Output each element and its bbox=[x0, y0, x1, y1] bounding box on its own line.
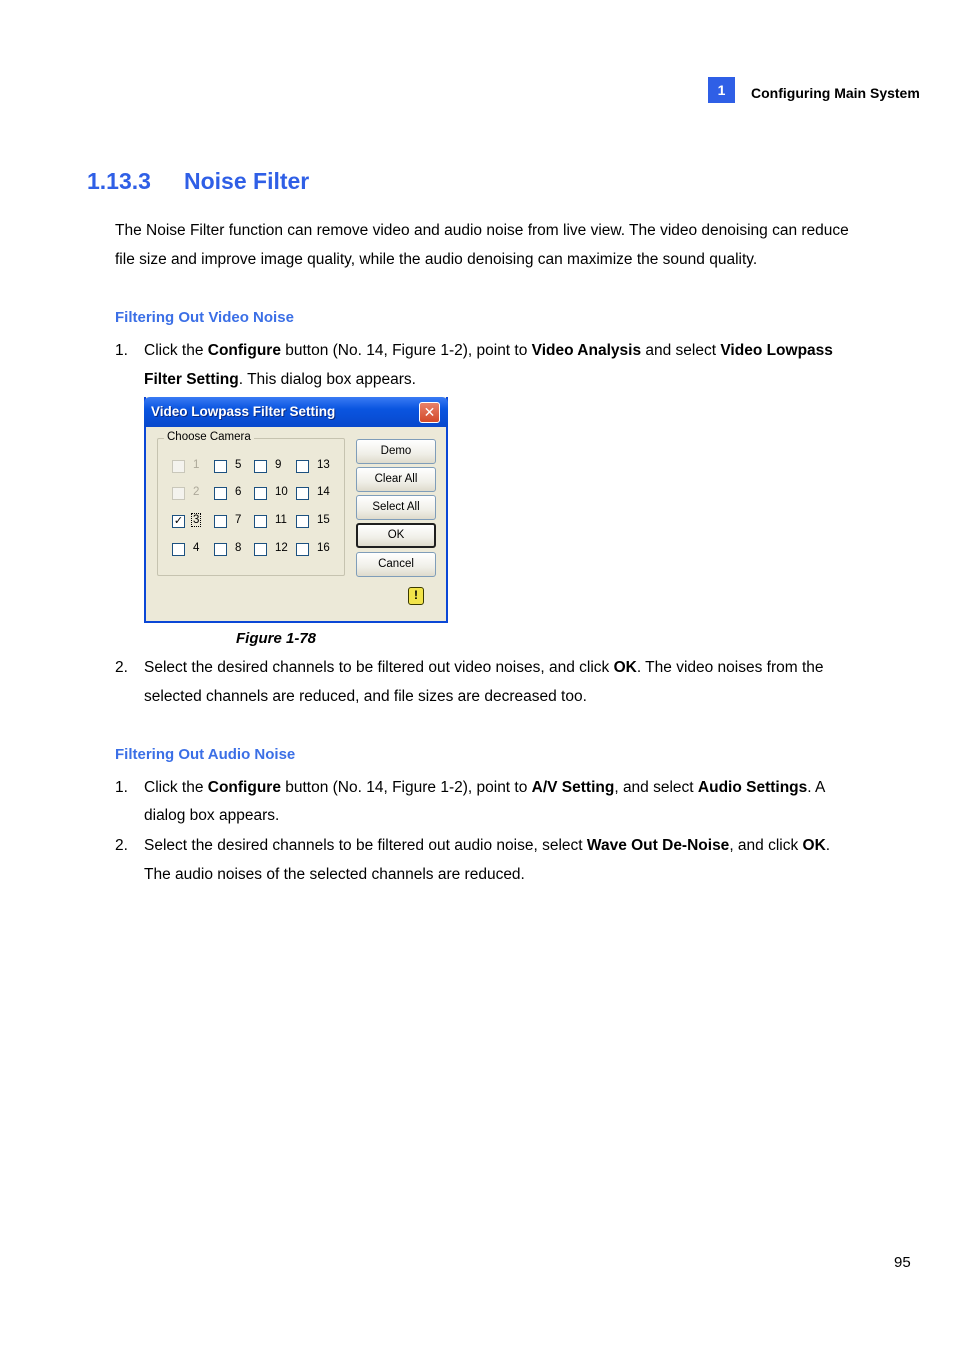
clear-all-button[interactable]: Clear All bbox=[356, 467, 436, 492]
checkbox-box[interactable] bbox=[214, 543, 227, 556]
dialog-titlebar[interactable] bbox=[144, 397, 448, 427]
camera-label: 15 bbox=[317, 514, 330, 526]
close-icon[interactable]: ✕ bbox=[419, 402, 440, 423]
configure-term: Configure bbox=[207, 342, 281, 359]
step-number: 2. bbox=[115, 837, 128, 854]
text-run: button (No. 14, Figure 1-2), point to bbox=[280, 779, 532, 796]
text-run: and select bbox=[641, 342, 721, 359]
checkbox-box[interactable] bbox=[296, 487, 309, 500]
text-run: . The video noises from the selected channels are reduced, and file sizes are decreased too. bbox=[144, 659, 824, 705]
group-label: Choose Camera bbox=[164, 431, 254, 443]
video-lowpass-dialog bbox=[144, 397, 448, 623]
checkbox-box bbox=[172, 460, 185, 473]
checkbox-box[interactable] bbox=[254, 515, 267, 528]
audio-settings-term: Audio Settings bbox=[697, 779, 808, 796]
checkbox-box[interactable] bbox=[296, 543, 309, 556]
camera-label: 16 bbox=[317, 542, 330, 554]
camera-label: 6 bbox=[235, 486, 242, 498]
select-all-button[interactable]: Select All bbox=[356, 495, 436, 520]
camera-label: 5 bbox=[235, 459, 242, 471]
wave-out-denoise-term: Wave Out De-Noise bbox=[586, 837, 730, 854]
section-number: 1.13.3 bbox=[87, 168, 151, 194]
video-step-2 bbox=[115, 653, 855, 711]
ok-term: OK bbox=[802, 837, 826, 854]
camera-label: 8 bbox=[235, 542, 242, 554]
audio-noise-heading: Filtering Out Audio Noise bbox=[115, 746, 296, 763]
text-run: , and select bbox=[614, 779, 698, 796]
chapter-number-badge: 1 bbox=[708, 77, 735, 103]
chapter-title: Configuring Main System bbox=[751, 85, 920, 101]
intro-paragraph: The Noise Filter function can remove video and audio noise from live view. The video denoising can reduce file size and improve image quality, while the audio denoising can maximize the sound quality. bbox=[115, 222, 849, 268]
figure-caption: Figure 1-78 bbox=[236, 630, 317, 647]
camera-label: 7 bbox=[235, 514, 242, 526]
camera-label: 11 bbox=[275, 514, 287, 526]
text-run: Click the bbox=[144, 779, 208, 796]
text-run: . A dialog box appears. bbox=[144, 779, 825, 824]
checkbox-box[interactable] bbox=[296, 515, 309, 528]
checkbox-box[interactable] bbox=[214, 515, 227, 528]
configure-term: Configure bbox=[207, 779, 281, 796]
checkbox-box[interactable] bbox=[254, 460, 267, 473]
ok-term: OK bbox=[613, 659, 637, 676]
step-number: 1. bbox=[115, 342, 128, 359]
video-analysis-term: Video Analysis bbox=[531, 342, 642, 359]
av-setting-term: A/V Setting bbox=[531, 779, 615, 796]
checkbox-box[interactable] bbox=[254, 487, 267, 500]
cancel-button[interactable]: Cancel bbox=[356, 552, 436, 577]
text-run: Click the bbox=[144, 342, 208, 359]
camera-label: 2 bbox=[193, 486, 200, 498]
demo-button[interactable]: Demo bbox=[356, 439, 436, 464]
page-number: 95 bbox=[894, 1254, 911, 1271]
camera-label: 14 bbox=[317, 486, 330, 498]
step-number: 1. bbox=[115, 779, 128, 796]
text-run: Select the desired channels to be filtered out video noises, and click bbox=[144, 659, 614, 676]
step-text bbox=[144, 774, 855, 830]
text-run: . The audio noises of the selected channels are reduced. bbox=[144, 837, 831, 883]
video-noise-heading: Filtering Out Video Noise bbox=[115, 309, 294, 326]
dialog-title: Video Lowpass Filter Setting bbox=[151, 404, 336, 419]
video-lowpass-term: Video Lowpass Filter Setting bbox=[144, 342, 833, 388]
audio-step-2 bbox=[115, 831, 855, 889]
text-run: button (No. 14, Figure 1-2), point to bbox=[280, 342, 532, 359]
camera-label: 3 bbox=[193, 514, 200, 526]
checkbox-box[interactable] bbox=[214, 487, 227, 500]
checkbox-box[interactable] bbox=[172, 543, 185, 556]
checkbox-box[interactable] bbox=[214, 460, 227, 473]
audio-step-1 bbox=[115, 774, 855, 830]
warning-icon[interactable]: ! bbox=[408, 587, 424, 605]
camera-label: 4 bbox=[193, 542, 200, 554]
checkbox-box bbox=[172, 487, 185, 500]
section-title-text: Noise Filter bbox=[184, 168, 310, 194]
camera-label: 9 bbox=[275, 459, 282, 471]
step-text bbox=[144, 336, 855, 394]
checkbox-box[interactable] bbox=[296, 460, 309, 473]
choose-camera-group bbox=[157, 431, 345, 576]
step-text bbox=[144, 653, 855, 711]
video-step-1 bbox=[115, 336, 855, 394]
checkbox-box[interactable]: ✓ bbox=[173, 515, 184, 527]
step-number: 2. bbox=[115, 659, 128, 676]
text-run: , and click bbox=[729, 837, 803, 854]
camera-label: 1 bbox=[193, 459, 200, 471]
step-text bbox=[144, 831, 855, 889]
ok-button[interactable]: OK bbox=[356, 523, 436, 548]
text-run: Select the desired channels to be filtered out audio noise, select bbox=[144, 837, 587, 854]
camera-label: 13 bbox=[317, 459, 330, 471]
text-run: . This dialog box appears. bbox=[238, 371, 416, 388]
camera-label: 12 bbox=[275, 542, 288, 554]
camera-label: 10 bbox=[275, 486, 288, 498]
section-title bbox=[87, 168, 309, 195]
checkbox-box[interactable] bbox=[254, 543, 267, 556]
